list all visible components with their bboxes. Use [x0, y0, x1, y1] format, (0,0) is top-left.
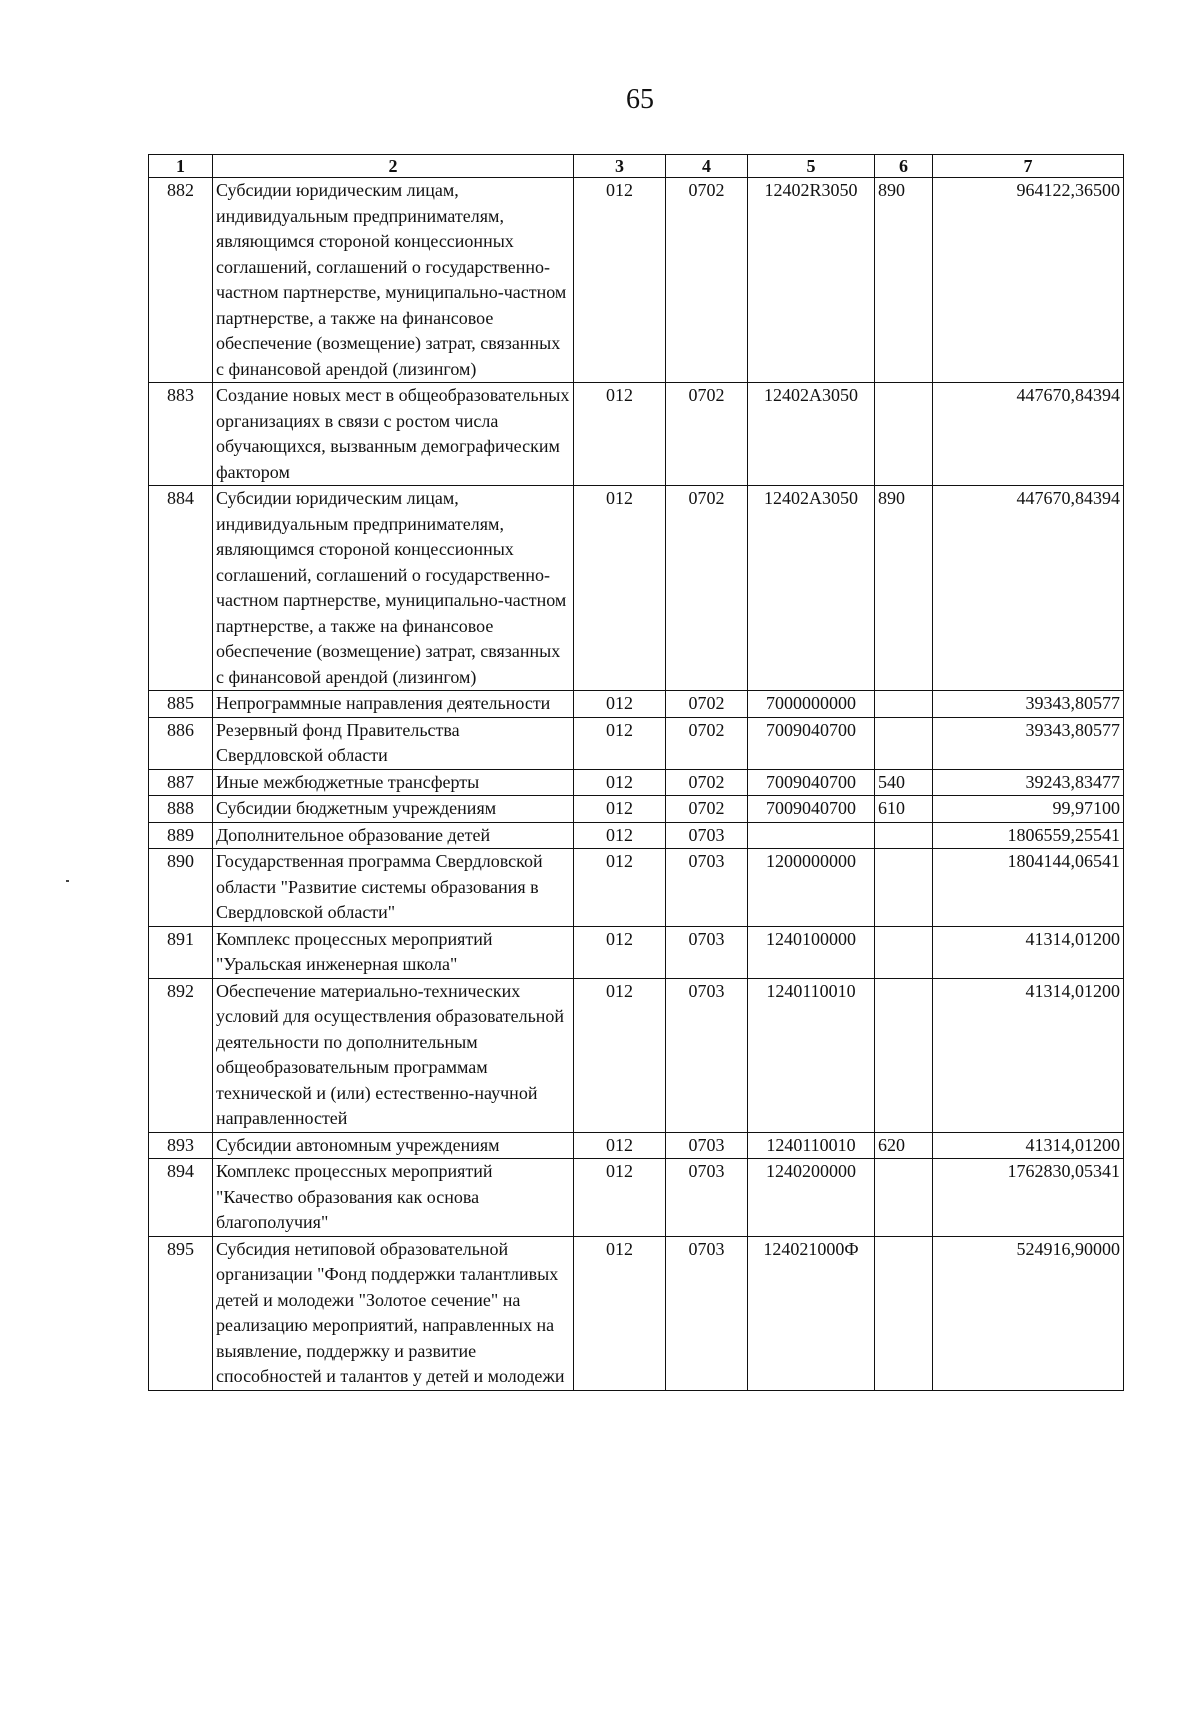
expense-type: 610: [875, 796, 933, 823]
target-code: 124021000Ф: [748, 1236, 875, 1390]
amount: 447670,84394: [933, 486, 1124, 691]
table-row: [149, 978, 1124, 1132]
row-number: 890: [149, 849, 213, 927]
table-row: [149, 796, 1124, 823]
amount: 447670,84394: [933, 383, 1124, 486]
section-code: 0702: [666, 717, 748, 769]
row-name: Резервный фонд Правительства Свердловской области: [213, 717, 574, 769]
table-row: [149, 849, 1124, 927]
amount: 1806559,25541: [933, 822, 1124, 849]
ministry-code: 012: [574, 822, 666, 849]
section-code: 0702: [666, 178, 748, 383]
expense-type: 620: [875, 1132, 933, 1159]
row-number: 884: [149, 486, 213, 691]
section-code: 0702: [666, 486, 748, 691]
row-name: Субсидии юридическим лицам, индивидуальным предпринимателям, являющимся стороной концессионных соглашений, соглашений о государственно-частном партнерстве, муниципально-частном партнерстве, а также на финансовое обеспечение (возмещение) затрат, связанных с финансовой арендой (лизингом): [213, 486, 574, 691]
row-name: Субсидии юридическим лицам, индивидуальным предпринимателям, являющимся стороной концессионных соглашений, соглашений о государственно-частном партнерстве, муниципально-частном партнерстве, а также на финансовое обеспечение (возмещение) затрат, связанных с финансовой арендой (лизингом): [213, 178, 574, 383]
expense-type: [875, 691, 933, 718]
row-name: Комплекс процессных мероприятий "Уральская инженерная школа": [213, 926, 574, 978]
ministry-code: 012: [574, 978, 666, 1132]
row-number: 885: [149, 691, 213, 718]
target-code: 1240110010: [748, 1132, 875, 1159]
header-cell-4: 4: [666, 155, 748, 178]
row-number: 895: [149, 1236, 213, 1390]
target-code: 12402А3050: [748, 486, 875, 691]
expense-type: [875, 822, 933, 849]
ministry-code: 012: [574, 178, 666, 383]
ministry-code: 012: [574, 1132, 666, 1159]
section-code: 0703: [666, 822, 748, 849]
amount: 41314,01200: [933, 926, 1124, 978]
header-row: [149, 155, 1124, 178]
row-name: Обеспечение материально-технических условий для осуществления образовательной деятельности по дополнительным общеобразовательным программам технической и (или) естественно-научной направленностей: [213, 978, 574, 1132]
expense-type: [875, 383, 933, 486]
table-row: [149, 1159, 1124, 1237]
table-row: [149, 717, 1124, 769]
row-number: 892: [149, 978, 213, 1132]
table-row: [149, 383, 1124, 486]
row-name: Субсидии автономным учреждениям: [213, 1132, 574, 1159]
header-cell-6: 6: [875, 155, 933, 178]
expense-type: [875, 1159, 933, 1237]
section-code: 0702: [666, 796, 748, 823]
table-row: [149, 691, 1124, 718]
target-code: 7000000000: [748, 691, 875, 718]
target-code: 1200000000: [748, 849, 875, 927]
row-name: Дополнительное образование детей: [213, 822, 574, 849]
row-name: Комплекс процессных мероприятий "Качество образования как основа благополучия": [213, 1159, 574, 1237]
header-cell-1: 1: [149, 155, 213, 178]
target-code: 1240110010: [748, 978, 875, 1132]
page-number: 65: [626, 84, 654, 115]
table-row: [149, 822, 1124, 849]
ministry-code: 012: [574, 769, 666, 796]
section-code: 0703: [666, 978, 748, 1132]
row-number: 882: [149, 178, 213, 383]
section-code: 0703: [666, 1159, 748, 1237]
table-row: [149, 926, 1124, 978]
table-row: [149, 178, 1124, 383]
expense-type: [875, 1236, 933, 1390]
amount: 1804144,06541: [933, 849, 1124, 927]
target-code: 7009040700: [748, 796, 875, 823]
section-code: 0702: [666, 769, 748, 796]
row-number: 894: [149, 1159, 213, 1237]
section-code: 0703: [666, 1236, 748, 1390]
amount: 99,97100: [933, 796, 1124, 823]
row-name: Субсидии бюджетным учреждениям: [213, 796, 574, 823]
row-name: Субсидия нетиповой образовательной организации "Фонд поддержки талантливых детей и молодежи "Золотое сечение" на реализацию мероприятий, направленных на выявление, поддержку и развитие способностей и талантов у детей и молодежи: [213, 1236, 574, 1390]
row-number: 887: [149, 769, 213, 796]
budget-table: [148, 154, 1124, 1391]
header-cell-2: 2: [213, 155, 574, 178]
table-row: [149, 486, 1124, 691]
amount: 524916,90000: [933, 1236, 1124, 1390]
ministry-code: 012: [574, 1236, 666, 1390]
expense-type: 540: [875, 769, 933, 796]
section-code: 0703: [666, 849, 748, 927]
amount: 39343,80577: [933, 717, 1124, 769]
expense-type: [875, 717, 933, 769]
table-row: [149, 1236, 1124, 1390]
target-code: 7009040700: [748, 769, 875, 796]
table-row: [149, 1132, 1124, 1159]
section-code: 0703: [666, 1132, 748, 1159]
target-code: [748, 822, 875, 849]
target-code: 7009040700: [748, 717, 875, 769]
row-name: Создание новых мест в общеобразовательных организациях в связи с ростом числа обучающихся, вызванным демографическим фактором: [213, 383, 574, 486]
row-number: 883: [149, 383, 213, 486]
amount: 41314,01200: [933, 1132, 1124, 1159]
ministry-code: 012: [574, 486, 666, 691]
target-code: 1240100000: [748, 926, 875, 978]
expense-type: [875, 978, 933, 1132]
row-number: 886: [149, 717, 213, 769]
amount: 964122,36500: [933, 178, 1124, 383]
target-code: 12402А3050: [748, 383, 875, 486]
section-code: 0703: [666, 926, 748, 978]
section-code: 0702: [666, 691, 748, 718]
expense-type: [875, 849, 933, 927]
ministry-code: 012: [574, 1159, 666, 1237]
ministry-code: 012: [574, 926, 666, 978]
row-number: 889: [149, 822, 213, 849]
ministry-code: 012: [574, 717, 666, 769]
amount: 41314,01200: [933, 978, 1124, 1132]
amount: 39343,80577: [933, 691, 1124, 718]
ministry-code: 012: [574, 691, 666, 718]
row-number: 893: [149, 1132, 213, 1159]
row-number: 888: [149, 796, 213, 823]
section-code: 0702: [666, 383, 748, 486]
expense-type: [875, 926, 933, 978]
ministry-code: 012: [574, 849, 666, 927]
header-cell-3: 3: [574, 155, 666, 178]
row-name: Государственная программа Свердловской области "Развитие системы образования в Свердловской области": [213, 849, 574, 927]
header-cell-7: 7: [933, 155, 1124, 178]
ministry-code: 012: [574, 383, 666, 486]
target-code: 1240200000: [748, 1159, 875, 1237]
scan-speck: [66, 880, 69, 882]
target-code: 12402R3050: [748, 178, 875, 383]
table-row: [149, 769, 1124, 796]
row-name: Непрограммные направления деятельности: [213, 691, 574, 718]
header-cell-5: 5: [748, 155, 875, 178]
row-number: 891: [149, 926, 213, 978]
amount: 39243,83477: [933, 769, 1124, 796]
ministry-code: 012: [574, 796, 666, 823]
amount: 1762830,05341: [933, 1159, 1124, 1237]
expense-type: 890: [875, 178, 933, 383]
expense-type: 890: [875, 486, 933, 691]
row-name: Иные межбюджетные трансферты: [213, 769, 574, 796]
